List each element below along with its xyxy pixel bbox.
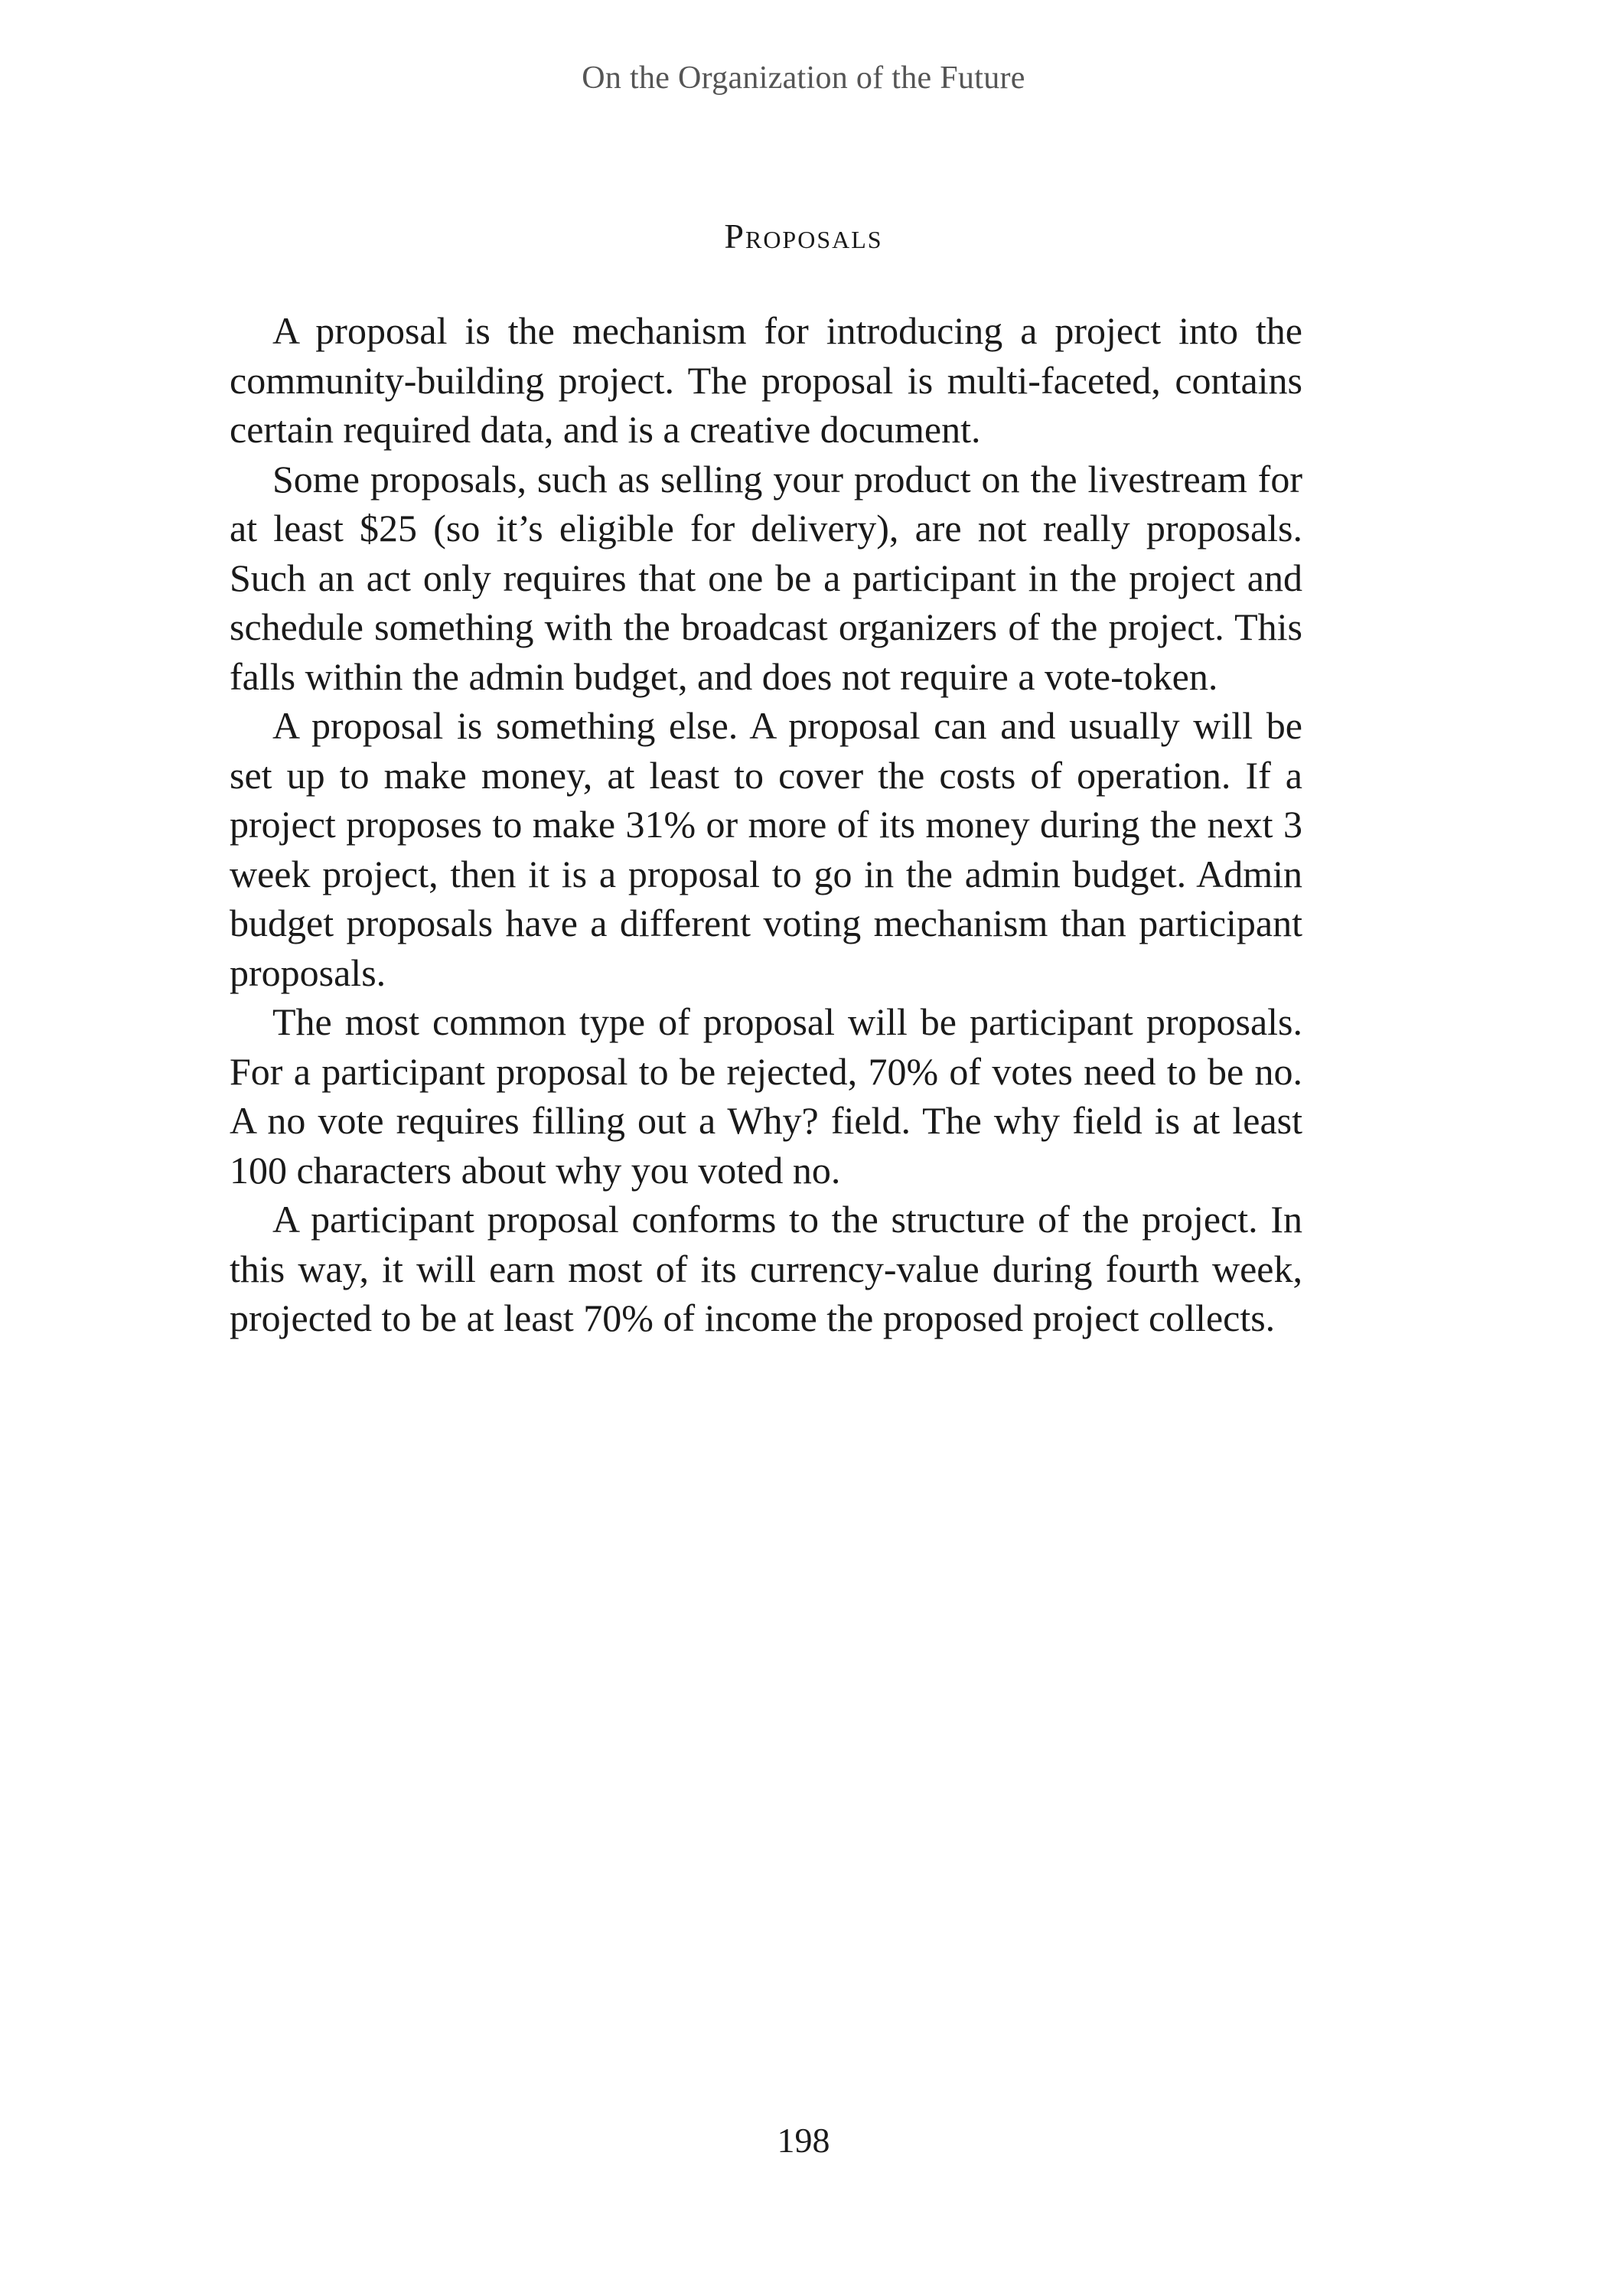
paragraph-5: A participant proposal conforms to the structure of the project. In this way, it will earn most of its currency-value during fourth week, projected to be at least 70% of income the proposed project collects. bbox=[230, 1198, 1302, 1339]
body-text bbox=[230, 306, 1302, 1343]
paragraph-1: A proposal is the mechanism for introducing a project into the community-building project. The proposal is multi-faceted, contains certain required data, and is a creative document. bbox=[230, 309, 1302, 451]
section-title: Proposals bbox=[724, 217, 883, 256]
running-header: On the Organization of the Future bbox=[582, 60, 1025, 96]
paragraph-4: The most common type of proposal will be participant proposals. For a participant proposal to be rejected, 70% of votes need to be no. A no vote requires filling out a Why? field. The why field is at least 100 characters about why you voted no. bbox=[230, 1000, 1302, 1192]
paragraph-2: Some proposals, such as selling your product on the livestream for at least $25 (so it’s eligible for delivery), are not really proposals. Such an act only requires that one be a participant in the project and schedule something with the broadcast organizers of the project. This falls within the admin budget, and does not require a vote-token. bbox=[230, 457, 1302, 698]
page-number: 198 bbox=[777, 2121, 830, 2160]
paragraph-3: A proposal is something else. A proposal can and usually will be set up to make money, at least to cover the costs of operation. If a project proposes to make 31% or more of its money during the next 3 week project, then it is a proposal to go in the admin budget. Admin budget proposals have a different voting mechanism than participant proposals. bbox=[230, 704, 1302, 994]
